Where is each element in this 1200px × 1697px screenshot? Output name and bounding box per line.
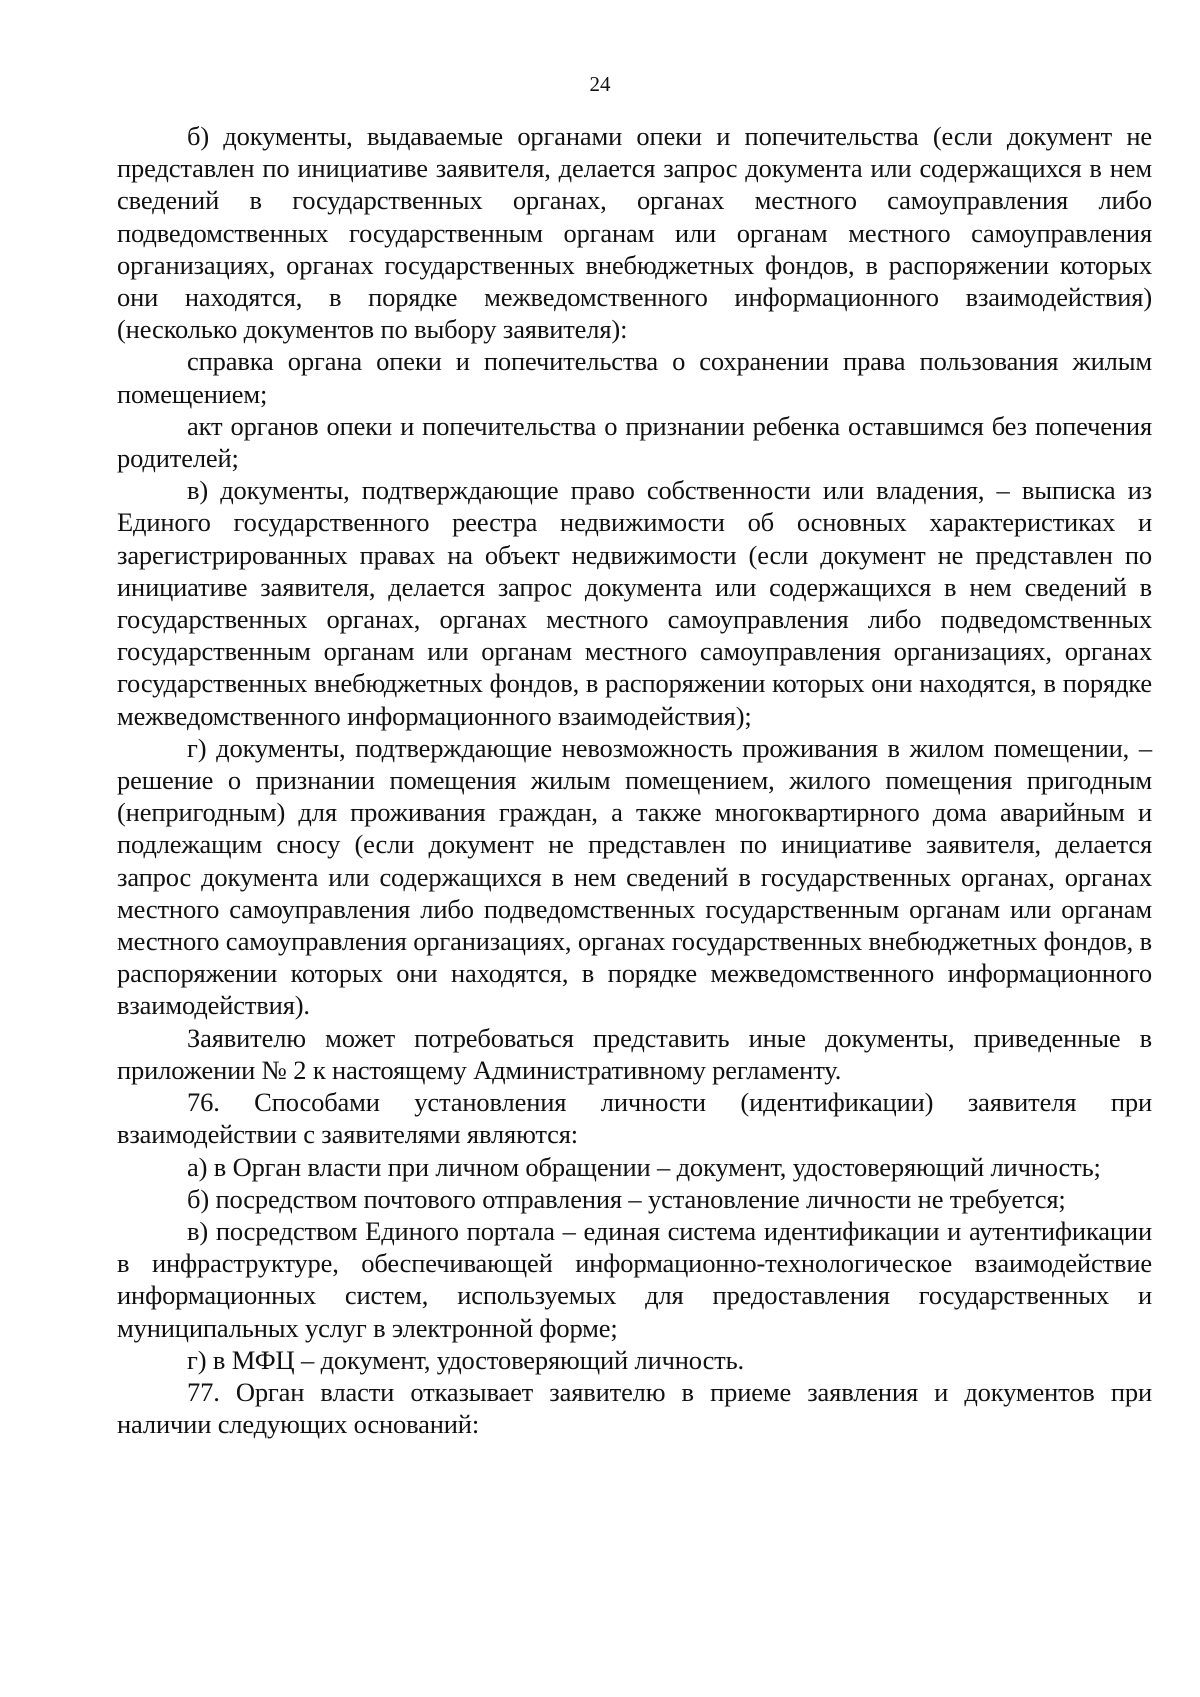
paragraph-v-ownership-documents: в) документы, подтверждающие право собственности или владения, – выписка из Единого государственного реестра недвижимости об основных характеристиках и зарегистрированных правах на объект недвижимости (если документ не представлен по инициативе заявителя, делается запрос документа или содержащихся в нем сведений в государственных органах, органах местного самоуправления либо подведомственных государственным органам или органам местного самоуправления организациях, органах государственных внебюджетных фондов, в распоряжении которых они находятся, в порядке межведомственного информационного взаимодействия);	[117, 475, 1152, 731]
paragraph-guardianship-certificate: справка органа опеки и попечительства о сохранении права пользования жилым помещением;	[117, 346, 1152, 409]
paragraph-g-impossibility-documents: г) документы, подтверждающие невозможность проживания в жилом помещении, – решение о признании помещения жилым помещением, жилого помещения пригодным (непригодным) для проживания граждан, а также многоквартирного дома аварийным и подлежащим сносу (если документ не представлен по инициативе заявителя, делается запрос документа или содержащихся в нем сведений в государственных органах, органах местного самоуправления либо подведомственных государственным органам или органам местного самоуправления организациях, органах государственных внебюджетных фондов, в распоряжении которых они находятся, в порядке межведомственного информационного взаимодействия).	[117, 732, 1152, 1021]
paragraph-guardianship-act: акт органов опеки и попечительства о признании ребенка оставшимся без попечения родителей;	[117, 410, 1152, 474]
paragraph-76-g-mfc: г) в МФЦ – документ, удостоверяющий личность.	[187, 1344, 745, 1375]
paragraph-b-guardianship-documents: б) документы, выдаваемые органами опеки и попечительства (если документ не представлен по инициативе заявителя, делается запрос документа или содержащихся в нем сведений в государственных органах, органах местного самоуправления либо подведомственных государственным органам или органам местного самоуправления организациях, органах государственных внебюджетных фондов, в распоряжении которых они находятся, в порядке межведомственного информационного взаимодействия) (несколько документов по выбору заявителя):	[117, 121, 1152, 345]
paragraph-76-identification-methods: 76. Способами установления личности (идентификации) заявителя при взаимодействии с заявителями являются:	[117, 1087, 1152, 1150]
document-body	[117, 120, 1152, 1440]
paragraph-77-refusal-grounds: 77. Орган власти отказывает заявителю в приеме заявления и документов при наличии следующих оснований:	[117, 1376, 1152, 1440]
paragraph-76-v-unified-portal: в) посредством Единого портала – единая система идентификации и аутентификации в инфраструктуре, обеспечивающей информационно-технологическое взаимодействие информационных систем, используемых для предоставления государственных и муниципальных услуг в электронной форме;	[117, 1215, 1152, 1343]
paragraph-76-a-in-person: а) в Орган власти при личном обращении – документ, удостоверяющий личность;	[187, 1151, 1101, 1182]
paragraph-76-b-by-mail: б) посредством почтового отправления – установление личности не требуется;	[187, 1183, 1066, 1214]
page-number: 24	[589, 72, 611, 96]
paragraph-other-documents: Заявителю может потребоваться представить иные документы, приведенные в приложении № 2 к настоящему Административному регламенту.	[117, 1022, 1152, 1085]
